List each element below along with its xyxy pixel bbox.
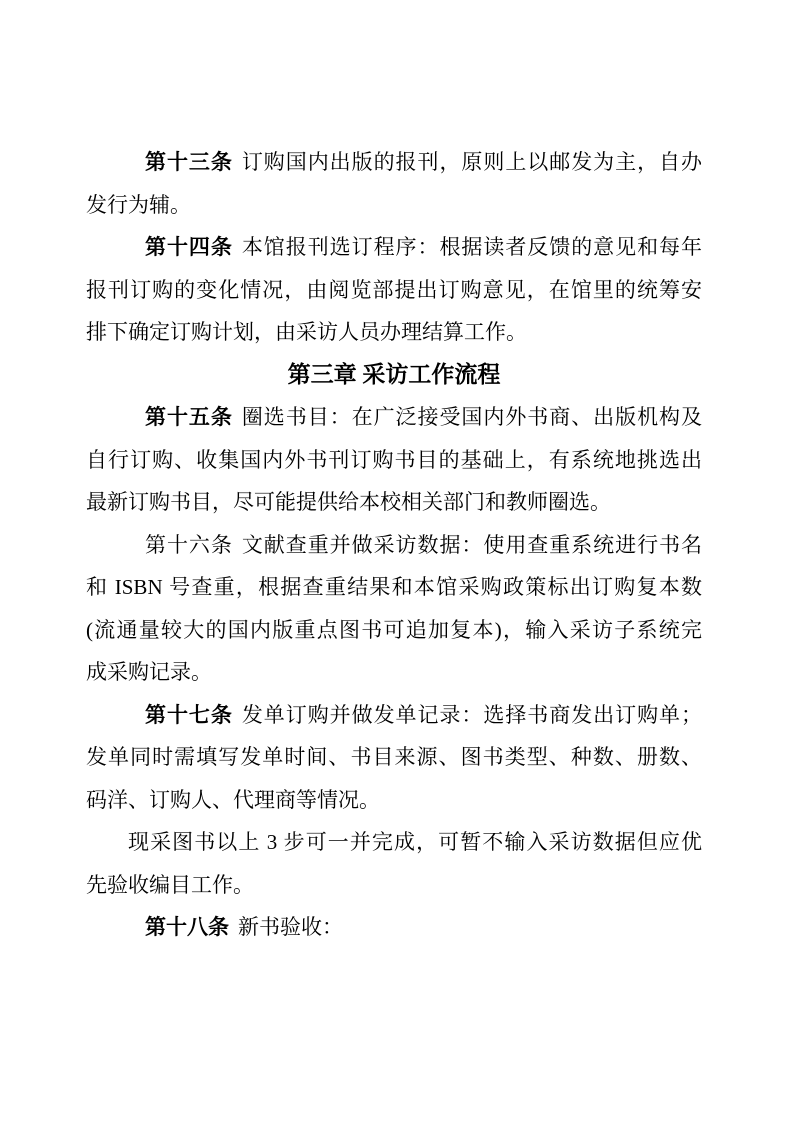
text-line: 最新订购书目，尽可能提供给本校相关部门和教师圈选。 (86, 490, 611, 514)
text-line: 和 ISBN 号查重，根据查重结果和本馆采购政策标出订购复本数 (86, 575, 702, 599)
article-paragraph (86, 226, 702, 354)
text-line (86, 906, 702, 949)
line-text: 发单订购并做发单记录：选择书商发出订购单； (241, 702, 703, 727)
text-line: 发单同时需填写发单时间、书目来源、图书类型、种数、册数、 (86, 745, 702, 769)
article-number-label: 第十八条 (145, 915, 229, 939)
text-line: (流通量较大的国内版重点图书可追加复本)，输入采访子系统完 (86, 617, 702, 642)
text-line: 自行订购、收集国内外书刊订购书目的基础上，有系统地挑选出 (86, 447, 702, 472)
body-paragraph (86, 821, 702, 906)
text-line: 排下确定订购计划，由采访人员办理结算工作。 (86, 320, 527, 344)
text-line (86, 694, 702, 737)
line-text: 圈选书目：在广泛接受国内外书商、出版机构及 (241, 405, 703, 429)
text-line (86, 141, 702, 184)
line-text: 订购国内出版的报刊，原则上以邮发为主，自办 (241, 150, 703, 174)
text-line (86, 396, 702, 439)
line-text: 文献查重并做采访数据：使用查重系统进行书名 (241, 532, 703, 557)
article-paragraph (86, 694, 702, 822)
text-line: 先验收编目工作。 (86, 872, 254, 897)
text-line: 码洋、订购人、代理商等情况。 (86, 787, 380, 812)
article-number-label: 第十三条 (145, 150, 233, 174)
article-number-label: 第十四条 (145, 235, 233, 259)
article-number-label: 第十六条 (145, 532, 233, 557)
article-number-label: 第十五条 (145, 405, 233, 429)
article-paragraph (86, 524, 702, 694)
text-line (86, 226, 702, 269)
article-number-label: 第十七条 (145, 702, 233, 727)
line-text: 新书验收： (238, 915, 343, 939)
article-paragraph (86, 141, 702, 226)
text-line: 成采购记录。 (86, 660, 212, 684)
chapter-heading: 第三章 采访工作流程 (287, 361, 501, 387)
line-text: 本馆报刊选订程序：根据读者反馈的意见和每年 (241, 235, 703, 259)
article-paragraph (86, 396, 702, 524)
document-content (86, 141, 702, 949)
text-line (86, 524, 702, 567)
text-line: 报刊订购的变化情况，由阅览部提出订购意见，在馆里的统筹安 (86, 277, 702, 302)
article-paragraph (86, 906, 702, 949)
text-line: 发行为辅。 (86, 192, 191, 217)
text-line: 现采图书以上 3 步可一并完成，可暂不输入采访数据但应优 (128, 830, 702, 854)
